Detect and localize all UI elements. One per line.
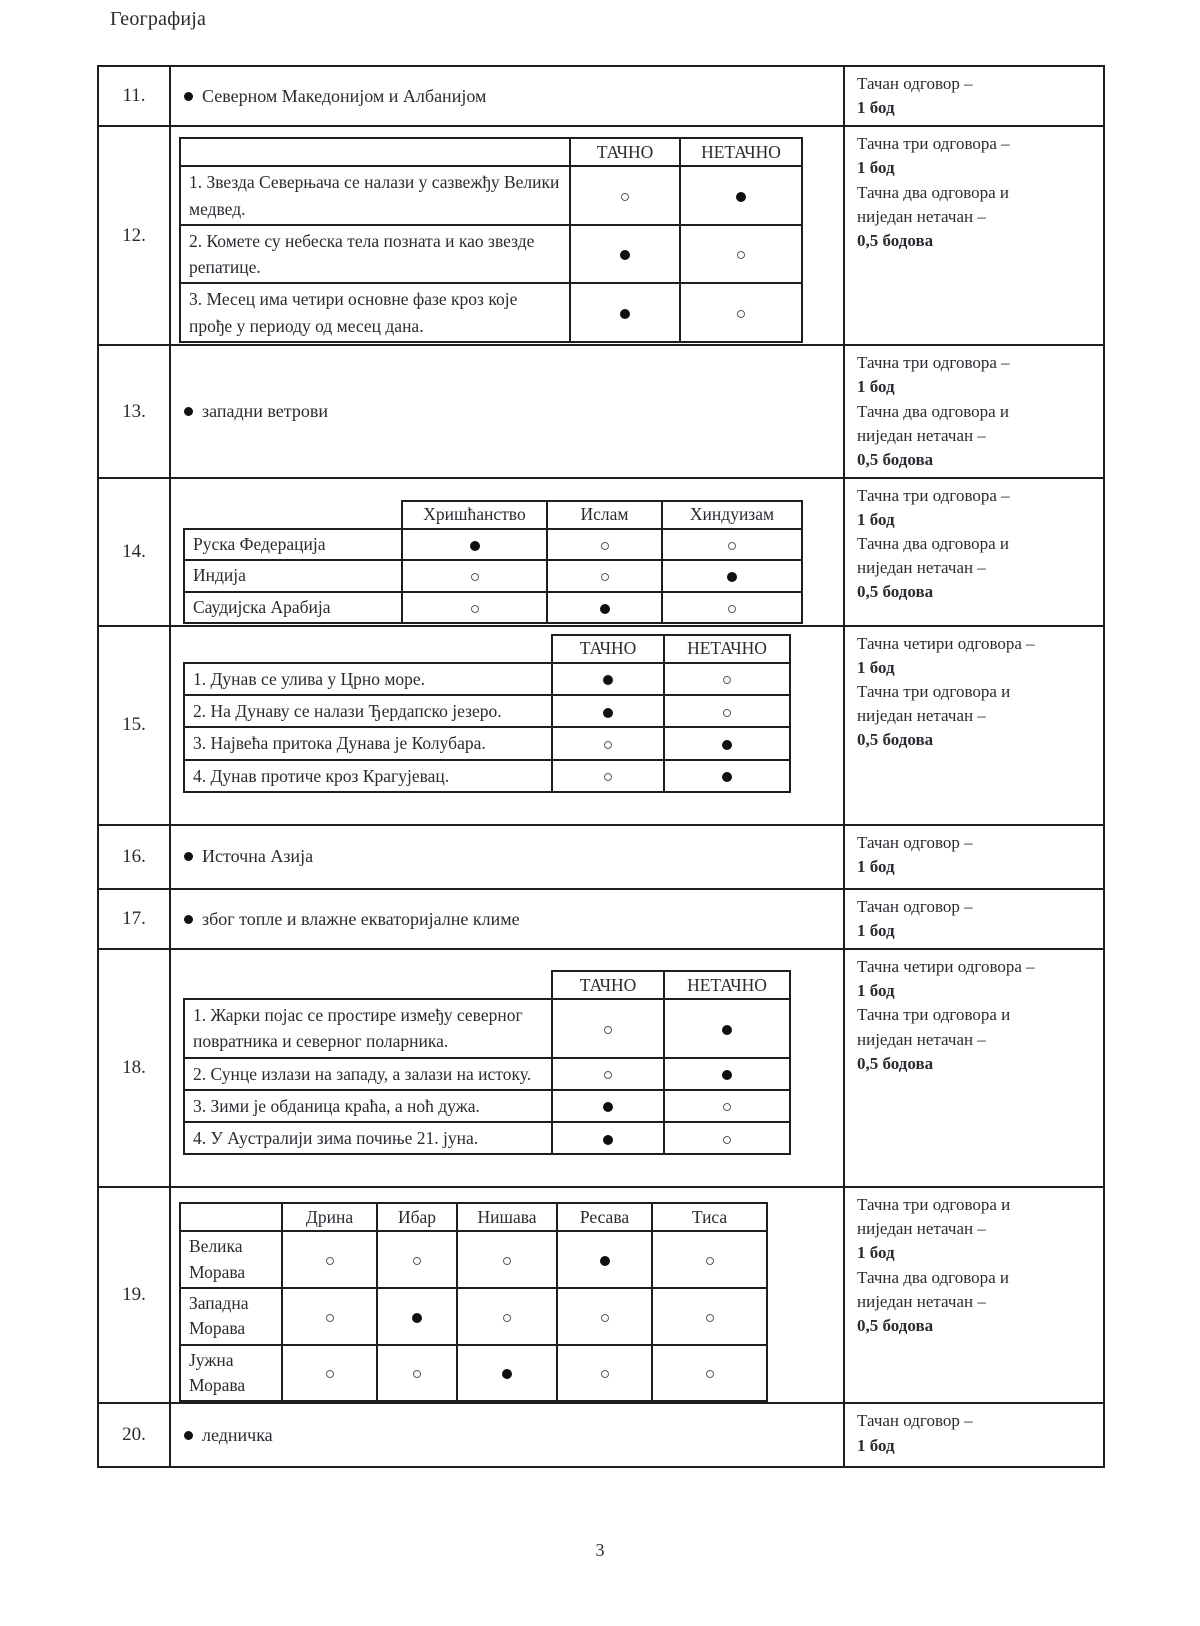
statement-cell: 2. Сунце излази на западу, а залази на истоку. (184, 1058, 552, 1090)
score-line: Тачан одговор – (857, 832, 973, 852)
inner-grid (179, 137, 843, 343)
matrix-row (184, 760, 790, 792)
filled-circle-icon (412, 1313, 422, 1323)
matrix-row (180, 1345, 767, 1402)
statement-cell: Јужна Морава (180, 1345, 282, 1402)
answer-content (171, 479, 845, 625)
option-cell (557, 1345, 652, 1402)
matrix-header-cell: Ислам (547, 501, 662, 529)
matrix-table (183, 662, 791, 793)
option-cell (652, 1345, 767, 1402)
filled-circle-icon (722, 1025, 732, 1035)
answer-bullet-line (171, 1404, 843, 1466)
filled-circle-icon (603, 1135, 613, 1145)
bullet-icon (184, 407, 193, 416)
score-line: 1 бод (857, 1243, 895, 1263)
filled-circle-icon (502, 1369, 512, 1379)
bullet-icon (184, 915, 193, 924)
inner-grid (183, 634, 843, 793)
option-cell (664, 695, 790, 727)
hollow-circle-icon (326, 1257, 334, 1265)
answers-table (97, 65, 1105, 1468)
hollow-circle-icon (326, 1370, 334, 1378)
hollow-circle-icon (601, 573, 609, 581)
matrix-table (183, 998, 791, 1155)
statement-cell: 2. Комете су небеска тела позната и као звезде репатице. (180, 225, 570, 284)
answer-text: Источна Азија (202, 846, 314, 867)
question-number: 16. (99, 826, 171, 888)
option-cell (664, 727, 790, 759)
option-cell (457, 1231, 557, 1288)
score-line: ниједан нетачан – (857, 425, 986, 445)
bullet-icon (184, 852, 193, 861)
score-line: Тачна два одговора и (857, 182, 1010, 202)
matrix-row (184, 560, 802, 591)
answer-content (171, 950, 845, 1186)
filled-circle-icon (470, 541, 480, 551)
answer-text: ледничка (202, 1424, 273, 1445)
hollow-circle-icon (503, 1257, 511, 1265)
hollow-circle-icon (737, 251, 745, 259)
page-number: 3 (595, 1540, 605, 1560)
matrix-row (180, 225, 802, 284)
scoring-cell (845, 1404, 1103, 1466)
filled-circle-icon (722, 740, 732, 750)
matrix-row (184, 727, 790, 759)
option-cell (664, 663, 790, 695)
scoring-cell (845, 127, 1103, 344)
answer-content (171, 627, 845, 824)
option-cell (662, 560, 802, 591)
hollow-circle-icon (601, 542, 609, 550)
filled-circle-icon (727, 572, 737, 582)
statement-cell: Саудијска Арабија (184, 592, 402, 623)
statement-cell: 2. На Дунаву се налази Ђердапско језеро. (184, 695, 552, 727)
answer-content (171, 1404, 845, 1466)
matrix-header-table (401, 500, 803, 530)
score-line: 1 бод (857, 1435, 895, 1455)
score-line: Тачна три одговора – (857, 134, 1010, 154)
hollow-circle-icon (604, 773, 612, 781)
answer-row (99, 477, 1103, 625)
score-line: Тачна три одговора – (857, 353, 1010, 373)
hollow-circle-icon (706, 1314, 714, 1322)
question-number: 11. (99, 67, 171, 125)
matrix-row (184, 1058, 790, 1090)
statement-cell: 1. Жарки појас се простире између северног повратника и северног поларника. (184, 999, 552, 1058)
matrix-header-cell: Хиндуизам (662, 501, 802, 529)
filled-circle-icon (736, 192, 746, 202)
answer-text: због топле и влажне екваторијалне климе (202, 908, 520, 929)
option-cell (282, 1231, 377, 1288)
option-cell (402, 592, 547, 623)
hollow-circle-icon (737, 310, 745, 318)
answer-content (171, 890, 845, 948)
question-number: 19. (99, 1188, 171, 1402)
option-cell (457, 1288, 557, 1345)
statement-cell: 4. У Аустралији зима почиње 21. јуна. (184, 1122, 552, 1154)
score-line: ниједан нетачан – (857, 706, 986, 726)
score-line: 1 бод (857, 658, 895, 677)
score-line: ниједан нетачан – (857, 558, 986, 578)
statement-cell: Западна Морава (180, 1288, 282, 1345)
score-line: 1 бод (857, 510, 895, 529)
scoring-cell (845, 890, 1103, 948)
score-line: ниједан нетачан – (857, 1291, 986, 1311)
hollow-circle-icon (706, 1257, 714, 1265)
answer-bullet-line (171, 346, 843, 477)
score-line: Тачна два одговора и (857, 534, 1010, 554)
matrix-table (183, 528, 803, 624)
answer-row (99, 1402, 1103, 1466)
option-cell (377, 1288, 457, 1345)
filled-circle-icon (603, 675, 613, 685)
question-number: 15. (99, 627, 171, 824)
bullet-icon (184, 92, 193, 101)
option-cell (652, 1231, 767, 1288)
matrix-header-cell: Тиса (652, 1203, 767, 1231)
option-cell (680, 166, 802, 225)
option-cell (680, 225, 802, 284)
bullet-icon (184, 1431, 193, 1440)
answer-bullet-line (171, 826, 843, 888)
matrix-row (184, 592, 802, 623)
inner-grid (183, 970, 843, 1155)
score-line: 0,5 бодова (857, 582, 934, 602)
option-cell (552, 663, 664, 695)
score-line: Тачан одговор – (857, 896, 973, 916)
option-cell (680, 283, 802, 342)
matrix-header-row (180, 1203, 767, 1231)
inner-grid (179, 1202, 843, 1402)
scoring-cell (845, 346, 1103, 477)
filled-circle-icon (722, 772, 732, 782)
statement-cell: 4. Дунав протиче кроз Крагујевац. (184, 760, 552, 792)
option-cell (377, 1231, 457, 1288)
statement-cell: Руска Федерација (184, 529, 402, 560)
score-line: 1 бод (857, 857, 895, 876)
score-line: Тачна два одговора и (857, 1267, 1010, 1287)
option-cell (552, 760, 664, 792)
hollow-circle-icon (723, 1136, 731, 1144)
page-title: Географија (110, 8, 207, 30)
option-cell (664, 1058, 790, 1090)
option-cell (570, 166, 680, 225)
matrix-row (180, 283, 802, 342)
hollow-circle-icon (728, 605, 736, 613)
matrix-row (180, 1288, 767, 1345)
option-cell (570, 283, 680, 342)
score-line: ниједан нетачан – (857, 206, 986, 226)
hollow-circle-icon (706, 1370, 714, 1378)
hollow-circle-icon (604, 741, 612, 749)
option-cell (570, 225, 680, 284)
answer-content (171, 826, 845, 888)
hollow-circle-icon (503, 1314, 511, 1322)
question-number: 13. (99, 346, 171, 477)
scoring-cell (845, 826, 1103, 888)
answer-row (99, 824, 1103, 888)
hollow-circle-icon (723, 709, 731, 717)
option-cell (552, 999, 664, 1058)
matrix-header-cell: НЕТАЧНО (664, 971, 790, 999)
option-cell (552, 695, 664, 727)
hollow-circle-icon (601, 1314, 609, 1322)
hollow-circle-icon (723, 1103, 731, 1111)
option-cell (664, 760, 790, 792)
hollow-circle-icon (601, 1370, 609, 1378)
score-line: Тачна три одговора и (857, 682, 1011, 702)
matrix-header-cell: Ибар (377, 1203, 457, 1231)
matrix-header-cell: НЕТАЧНО (664, 635, 790, 663)
filled-circle-icon (722, 1070, 732, 1080)
statement-cell: 1. Дунав се улива у Црно море. (184, 663, 552, 695)
hollow-circle-icon (413, 1257, 421, 1265)
score-line: ниједан нетачан – (857, 1219, 986, 1239)
hollow-circle-icon (723, 676, 731, 684)
score-line: 1 бод (857, 981, 895, 1001)
matrix-header-cell: ТАЧНО (570, 138, 680, 166)
hollow-circle-icon (604, 1026, 612, 1034)
scoring-cell (845, 479, 1103, 625)
matrix-row (184, 1122, 790, 1154)
matrix-row (180, 1231, 767, 1288)
answer-row (99, 125, 1103, 344)
option-cell (552, 1090, 664, 1122)
scoring-cell (845, 950, 1103, 1186)
matrix-table (179, 1202, 768, 1402)
option-cell (652, 1288, 767, 1345)
score-line: Тачна четири одговора – (857, 957, 1035, 977)
answer-row (99, 344, 1103, 477)
hollow-circle-icon (471, 605, 479, 613)
statement-cell: Индија (184, 560, 402, 591)
scoring-cell (845, 67, 1103, 125)
answer-row (99, 888, 1103, 948)
score-line: 1 бод (857, 377, 895, 397)
matrix-header-cell: Хришћанство (402, 501, 547, 529)
answer-content (171, 346, 845, 477)
option-cell (552, 1058, 664, 1090)
score-line: 0,5 бодова (857, 449, 934, 469)
option-cell (457, 1345, 557, 1402)
option-cell (664, 999, 790, 1058)
option-cell (662, 592, 802, 623)
matrix-row (184, 529, 802, 560)
score-line: 1 бод (857, 921, 895, 940)
filled-circle-icon (600, 604, 610, 614)
matrix-header-cell: ТАЧНО (552, 971, 664, 999)
matrix-row (180, 166, 802, 225)
score-line: Тачна три одговора и (857, 1005, 1011, 1025)
option-cell (552, 1122, 664, 1154)
matrix-header-cell: Дрина (282, 1203, 377, 1231)
inner-grid (183, 500, 843, 624)
matrix-header-row (180, 138, 802, 166)
option-cell (557, 1231, 652, 1288)
filled-circle-icon (620, 309, 630, 319)
matrix-table (179, 137, 803, 343)
matrix-header-table (551, 970, 791, 1000)
option-cell (547, 529, 662, 560)
answer-row (99, 1186, 1103, 1402)
hollow-circle-icon (604, 1071, 612, 1079)
matrix-header-table (551, 634, 791, 664)
answer-row (99, 625, 1103, 824)
matrix-row (184, 663, 790, 695)
answer-row (99, 948, 1103, 1186)
question-number: 20. (99, 1404, 171, 1466)
option-cell (547, 592, 662, 623)
matrix-row (184, 999, 790, 1058)
answer-content (171, 67, 845, 125)
score-line: Тачан одговор – (857, 1411, 973, 1431)
option-cell (662, 529, 802, 560)
hollow-circle-icon (471, 573, 479, 581)
answer-row (99, 67, 1103, 125)
option-cell (282, 1288, 377, 1345)
score-line: 1 бод (857, 158, 895, 178)
answer-content (171, 127, 845, 344)
answer-bullet-line (171, 67, 843, 125)
question-number: 14. (99, 479, 171, 625)
matrix-header-cell: НЕТАЧНО (680, 138, 802, 166)
option-cell (547, 560, 662, 591)
question-number: 17. (99, 890, 171, 948)
scoring-cell (845, 627, 1103, 824)
hollow-circle-icon (326, 1314, 334, 1322)
statement-cell: 3. Месец има четири основне фазе кроз које прође у периоду од месец дана. (180, 283, 570, 342)
option-cell (402, 560, 547, 591)
filled-circle-icon (603, 1102, 613, 1112)
option-cell (664, 1090, 790, 1122)
option-cell (402, 529, 547, 560)
answer-text: Северном Македонијом и Албанијом (202, 85, 487, 106)
filled-circle-icon (600, 1256, 610, 1266)
answer-text: западни ветрови (202, 401, 329, 422)
option-cell (377, 1345, 457, 1402)
scoring-cell (845, 1188, 1103, 1402)
score-line: Тачна три одговора – (857, 485, 1010, 505)
filled-circle-icon (603, 708, 613, 718)
score-line: Тачна два одговора и (857, 401, 1010, 421)
statement-cell: 3. Зими је обданица краћа, а ноћ дужа. (184, 1090, 552, 1122)
statement-cell: Велика Морава (180, 1231, 282, 1288)
matrix-corner-cell (180, 138, 570, 166)
score-line: 0,5 бодова (857, 230, 934, 250)
score-line: Тачан одговор – (857, 74, 973, 93)
option-cell (552, 727, 664, 759)
filled-circle-icon (620, 250, 630, 260)
matrix-header-cell: ТАЧНО (552, 635, 664, 663)
score-line: Тачна четири одговора – (857, 633, 1035, 653)
option-cell (664, 1122, 790, 1154)
score-line: Тачна три одговора и (857, 1195, 1011, 1215)
score-line: 1 бод (857, 98, 895, 118)
matrix-header-cell: Ресава (557, 1203, 652, 1231)
matrix-header-row (552, 971, 790, 999)
option-cell (557, 1288, 652, 1345)
question-number: 12. (99, 127, 171, 344)
hollow-circle-icon (621, 193, 629, 201)
score-line: ниједан нетачан – (857, 1029, 986, 1049)
score-line: 0,5 бодова (857, 1053, 934, 1073)
statement-cell: 3. Највећа притока Дунава је Колубара. (184, 727, 552, 759)
statement-cell: 1. Звезда Северњача се налази у сазвежђу Велики медвед. (180, 166, 570, 225)
hollow-circle-icon (728, 542, 736, 550)
matrix-header-row (402, 501, 802, 529)
matrix-corner-cell (180, 1203, 282, 1231)
matrix-row (184, 1090, 790, 1122)
matrix-row (184, 695, 790, 727)
matrix-header-row (552, 635, 790, 663)
answer-bullet-line (171, 890, 843, 948)
hollow-circle-icon (413, 1370, 421, 1378)
score-line: 0,5 бодова (857, 1315, 934, 1335)
matrix-header-cell: Нишава (457, 1203, 557, 1231)
option-cell (282, 1345, 377, 1402)
question-number: 18. (99, 950, 171, 1186)
answer-content (171, 1188, 845, 1402)
score-line: 0,5 бодова (857, 730, 934, 750)
